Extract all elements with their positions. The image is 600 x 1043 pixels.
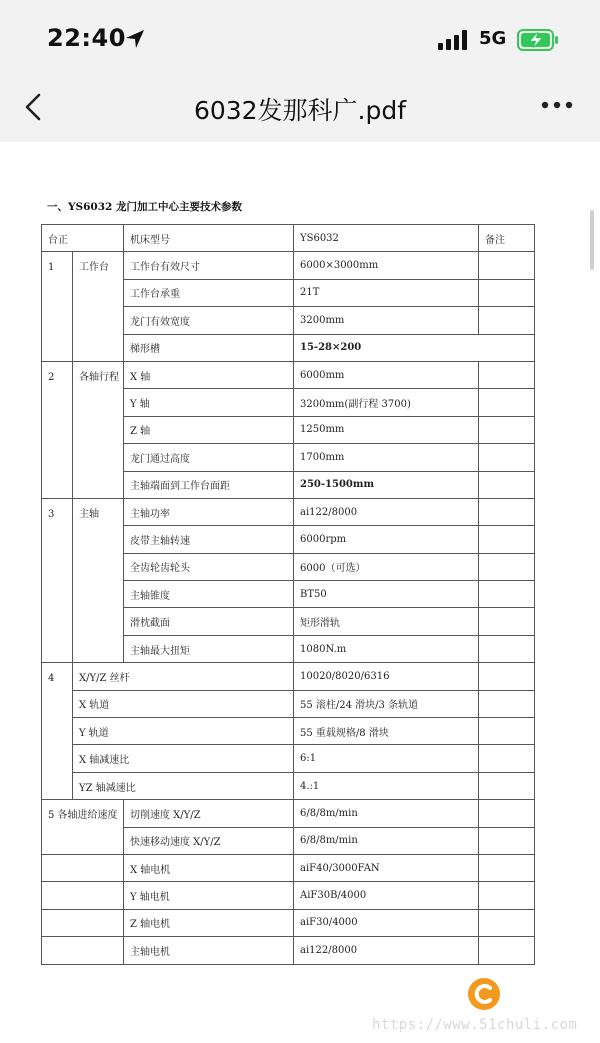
item-cell: YZ 轴减速比 [73, 772, 294, 799]
header-cell: 台正 [42, 225, 124, 252]
row-number: 1 [42, 252, 73, 362]
item-cell: X 轴电机 [124, 854, 294, 881]
network-type: 5G [479, 28, 507, 49]
note-cell [479, 800, 535, 827]
table-row [42, 800, 535, 827]
value-cell: 3200mm(副行程 3700) [294, 389, 479, 416]
note-cell [479, 909, 535, 936]
value-cell: 6000mm [294, 361, 479, 388]
item-cell: Y 轴电机 [124, 882, 294, 909]
item-cell: 滑枕截面 [124, 608, 294, 635]
header-cell: 备注 [479, 225, 535, 252]
value-cell: 55 重载规格/8 滑块 [294, 718, 479, 745]
item-cell: 皮带主轴转速 [124, 526, 294, 553]
value-cell: 21T [294, 279, 479, 306]
value-cell: 6000rpm [294, 526, 479, 553]
item-cell: X 轨道 [73, 690, 294, 717]
value-cell: 4.:1 [294, 772, 479, 799]
value-cell: 1080N.m [294, 635, 479, 662]
item-cell: 快速移动速度 X/Y/Z [124, 827, 294, 854]
item-cell: 主轴功率 [124, 498, 294, 525]
item-cell: 工作台承重 [124, 279, 294, 306]
note-cell [479, 307, 535, 334]
note-cell [479, 444, 535, 471]
note-cell [479, 882, 535, 909]
table-row [42, 663, 535, 690]
item-cell: 主轴锥度 [124, 581, 294, 608]
row-number: 3 [42, 498, 73, 662]
value-cell: BT50 [294, 581, 479, 608]
category-cell: 5 各轴进给速度 [42, 800, 124, 855]
category-cell: 主轴 [73, 498, 124, 662]
document-title: 6032发那科广.pdf [193, 96, 407, 125]
note-cell [479, 526, 535, 553]
note-cell [479, 690, 535, 717]
signal-bars-icon [438, 30, 470, 50]
blank-cell [42, 909, 124, 936]
note-cell [479, 772, 535, 799]
table-row [42, 909, 535, 936]
item-cell: Z 轴 [124, 416, 294, 443]
item-cell: 主轴电机 [124, 937, 294, 964]
battery-charging-icon [517, 28, 559, 52]
value-cell: 3200mm [294, 307, 479, 334]
table-row [42, 745, 535, 772]
value-cell: aiF40/3000FAN [294, 854, 479, 881]
value-cell: 6000×3000mm [294, 252, 479, 279]
blank-cell [42, 937, 124, 964]
item-cell: 全齿轮齿轮头 [124, 553, 294, 580]
table-row [42, 361, 535, 388]
value-cell: 55 滚柱/24 滑块/3 条轨道 [294, 690, 479, 717]
table-row [42, 252, 535, 279]
table-row [42, 882, 535, 909]
item-cell: 龙门有效宽度 [124, 307, 294, 334]
category-cell: 工作台 [73, 252, 124, 362]
table-row [42, 772, 535, 799]
note-cell [479, 937, 535, 964]
watermark-logo-icon [467, 977, 501, 1011]
item-cell: 工作台有效尺寸 [124, 252, 294, 279]
value-cell: AiF30B/4000 [294, 882, 479, 909]
status-time: 22:40 [47, 24, 126, 52]
item-cell: Z 轴电机 [124, 909, 294, 936]
value-cell: aiF30/4000 [294, 909, 479, 936]
location-arrow-icon [124, 28, 146, 50]
value-cell: 10020/8020/6316 [294, 663, 479, 690]
note-cell [479, 553, 535, 580]
note-cell [479, 361, 535, 388]
note-cell [479, 581, 535, 608]
table-header-row [42, 225, 535, 252]
note-cell [479, 745, 535, 772]
value-cell: 6:1 [294, 745, 479, 772]
note-cell [479, 279, 535, 306]
more-dots-icon[interactable] [540, 100, 574, 110]
header-cell: 机床型号 [124, 225, 294, 252]
item-cell: 梯形槽 [124, 334, 294, 361]
note-cell [479, 827, 535, 854]
value-cell: 250-1500mm [294, 471, 479, 498]
note-cell [479, 498, 535, 525]
note-cell [479, 252, 535, 279]
item-cell: Y 轴 [124, 389, 294, 416]
watermark-url: https://www.51chuli.com [372, 1017, 578, 1033]
item-cell: X 轴 [124, 361, 294, 388]
table-row [42, 718, 535, 745]
item-cell: X/Y/Z 丝杆 [73, 663, 294, 690]
item-cell: 龙门通过高度 [124, 444, 294, 471]
table-row [42, 690, 535, 717]
row-number: 4 [42, 663, 73, 800]
scroll-indicator[interactable] [590, 210, 594, 270]
value-cell: ai122/8000 [294, 498, 479, 525]
category-cell: 各轴行程 [73, 361, 124, 498]
note-cell [479, 663, 535, 690]
blank-cell [42, 854, 124, 881]
note-cell [479, 635, 535, 662]
blank-cell [42, 882, 124, 909]
note-cell [479, 718, 535, 745]
note-cell [479, 389, 535, 416]
item-cell: Y 轨道 [73, 718, 294, 745]
item-cell: 主轴最大扭矩 [124, 635, 294, 662]
note-cell [479, 471, 535, 498]
item-cell: 主轴端面到工作台面距 [124, 471, 294, 498]
row-number: 2 [42, 361, 73, 498]
value-cell: 6/8/8m/min [294, 800, 479, 827]
table-row [42, 937, 535, 964]
status-bar [0, 0, 600, 80]
value-cell: 15-28×200 [294, 334, 535, 361]
note-cell [479, 416, 535, 443]
value-cell: 矩形滑轨 [294, 608, 479, 635]
spec-table [41, 224, 535, 965]
value-cell: ai122/8000 [294, 937, 479, 964]
value-cell: 1700mm [294, 444, 479, 471]
note-cell [479, 608, 535, 635]
table-row [42, 498, 535, 525]
item-cell: X 轴减速比 [73, 745, 294, 772]
value-cell: 6/8/8m/min [294, 827, 479, 854]
value-cell: 1250mm [294, 416, 479, 443]
table-row [42, 854, 535, 881]
value-cell: 6000（可选） [294, 553, 479, 580]
document-heading: 一、YS6032 龙门加工中心主要技术参数 [47, 201, 242, 213]
header-cell: YS6032 [294, 225, 479, 252]
note-cell [479, 854, 535, 881]
item-cell: 切削速度 X/Y/Z [124, 800, 294, 827]
